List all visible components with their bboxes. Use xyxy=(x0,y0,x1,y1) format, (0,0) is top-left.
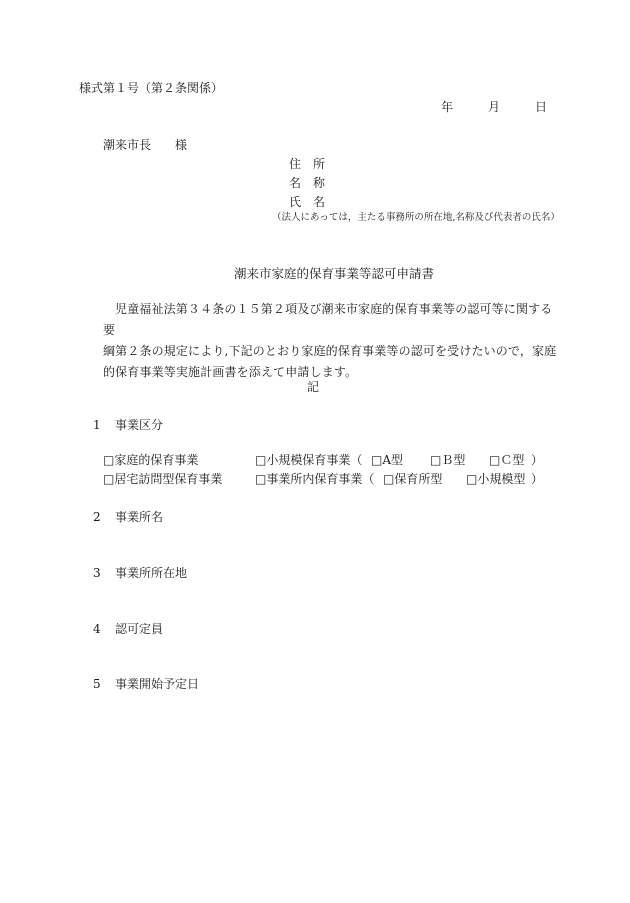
applicant-person-label: 氏 名 xyxy=(289,195,326,209)
row2-close-paren: ） xyxy=(531,472,544,486)
checkbox-type-a[interactable]: □A型 xyxy=(371,453,404,467)
checkbox-home-visit-daycare[interactable]: □居宅訪問型保育事業 xyxy=(103,472,223,486)
section-3-label: 事業所所在地 xyxy=(115,566,188,580)
checkbox-small-scale-type[interactable]: □小規模型 xyxy=(466,472,526,486)
section-2-number: 2 xyxy=(93,510,101,524)
section-5-number: 5 xyxy=(93,677,101,691)
row1-close-paren: ） xyxy=(531,453,544,467)
date-day: 日 xyxy=(535,100,548,114)
checkbox-family-daycare[interactable]: □家庭的保育事業 xyxy=(103,453,199,467)
section-4-number: 4 xyxy=(93,622,101,636)
body-line-2: 綱第２条の規定により,下記のとおり家庭的保育事業等の認可を受けたいので，家庭 xyxy=(103,344,557,358)
checkbox-nursery-type[interactable]: □保育所型 xyxy=(383,472,443,486)
body-line-3: 的保育事業等実施計画書を添えて申請します。 xyxy=(103,365,358,379)
date-month: 月 xyxy=(488,100,501,114)
checkbox-in-office-daycare[interactable]: □事業所内保育事業（ xyxy=(255,472,375,486)
checkbox-small-scale-daycare[interactable]: □小規模保育事業（ xyxy=(255,453,363,467)
ki-heading: 記 xyxy=(307,380,320,394)
applicant-address-label: 住 所 xyxy=(289,157,326,171)
applicant-note: （法人にあっては，主たる事務所の所在地,名称及び代表者の氏名） xyxy=(272,212,560,223)
section-5-label: 事業開始予定日 xyxy=(115,677,200,691)
body-text xyxy=(103,299,563,383)
applicant-name-label: 名 称 xyxy=(289,176,326,190)
body-line-1: 児童福祉法第３４条の１５第２項及び潮来市家庭的保育事業等の認可等に関する要 xyxy=(103,302,553,337)
checkbox-type-b[interactable]: □Ｂ型 xyxy=(430,453,466,467)
section-1-label: 事業区分 xyxy=(115,418,164,432)
section-1-number: 1 xyxy=(93,418,101,432)
date-year: 年 xyxy=(441,100,454,114)
form-number: 様式第１号（第２条関係） xyxy=(79,81,224,95)
document-title: 潮来市家庭的保育事業等認可申請書 xyxy=(234,266,435,281)
section-2-label: 事業所名 xyxy=(115,510,164,524)
section-3-number: 3 xyxy=(93,566,101,580)
addressee: 潮来市長 様 xyxy=(103,138,188,152)
section-4-label: 認可定員 xyxy=(115,622,164,636)
checkbox-type-c[interactable]: □Ｃ型 xyxy=(489,453,525,467)
